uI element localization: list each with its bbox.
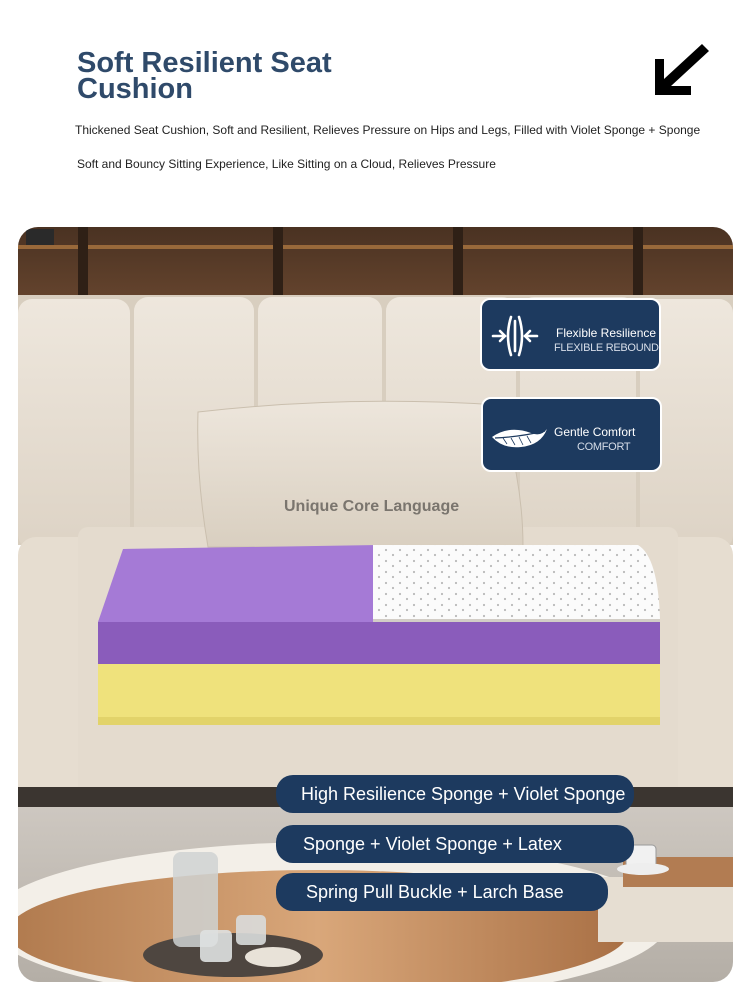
page-title bbox=[77, 47, 377, 105]
arrow-down-left-icon bbox=[652, 42, 710, 96]
layer-label-3: Spring Pull Buckle + Larch Base bbox=[276, 873, 608, 911]
comfort-sublabel: COMFORT bbox=[577, 441, 631, 453]
gentle-comfort-badge bbox=[481, 397, 662, 472]
feather-icon bbox=[489, 419, 551, 453]
layer-label-1: High Resilience Sponge + Violet Sponge bbox=[276, 775, 634, 813]
rebound-arrows-icon bbox=[490, 311, 540, 361]
title-line-2: Cushion bbox=[77, 73, 193, 105]
description-line-2: Soft and Bouncy Sitting Experience, Like Sitting on a Cloud, Relieves Pressure bbox=[77, 157, 496, 171]
title-line-1: Soft Resilient Seat bbox=[77, 47, 332, 79]
flexible-resilience-label: Flexible Resilience bbox=[556, 326, 657, 340]
flexible-rebound-sublabel: FLEXIBLE REBOUND bbox=[554, 342, 659, 354]
unique-core-language-label: Unique Core Language bbox=[284, 498, 460, 515]
gentle-comfort-label: Gentle Comfort bbox=[554, 425, 636, 439]
layer-label-2: Sponge + Violet Sponge + Latex bbox=[276, 825, 634, 863]
description-line-1: Thickened Seat Cushion, Soft and Resilient, Relieves Pressure on Hips and Legs, Filled with Violet Sponge + Sponge bbox=[75, 123, 701, 137]
flexible-resilience-badge bbox=[480, 298, 661, 371]
